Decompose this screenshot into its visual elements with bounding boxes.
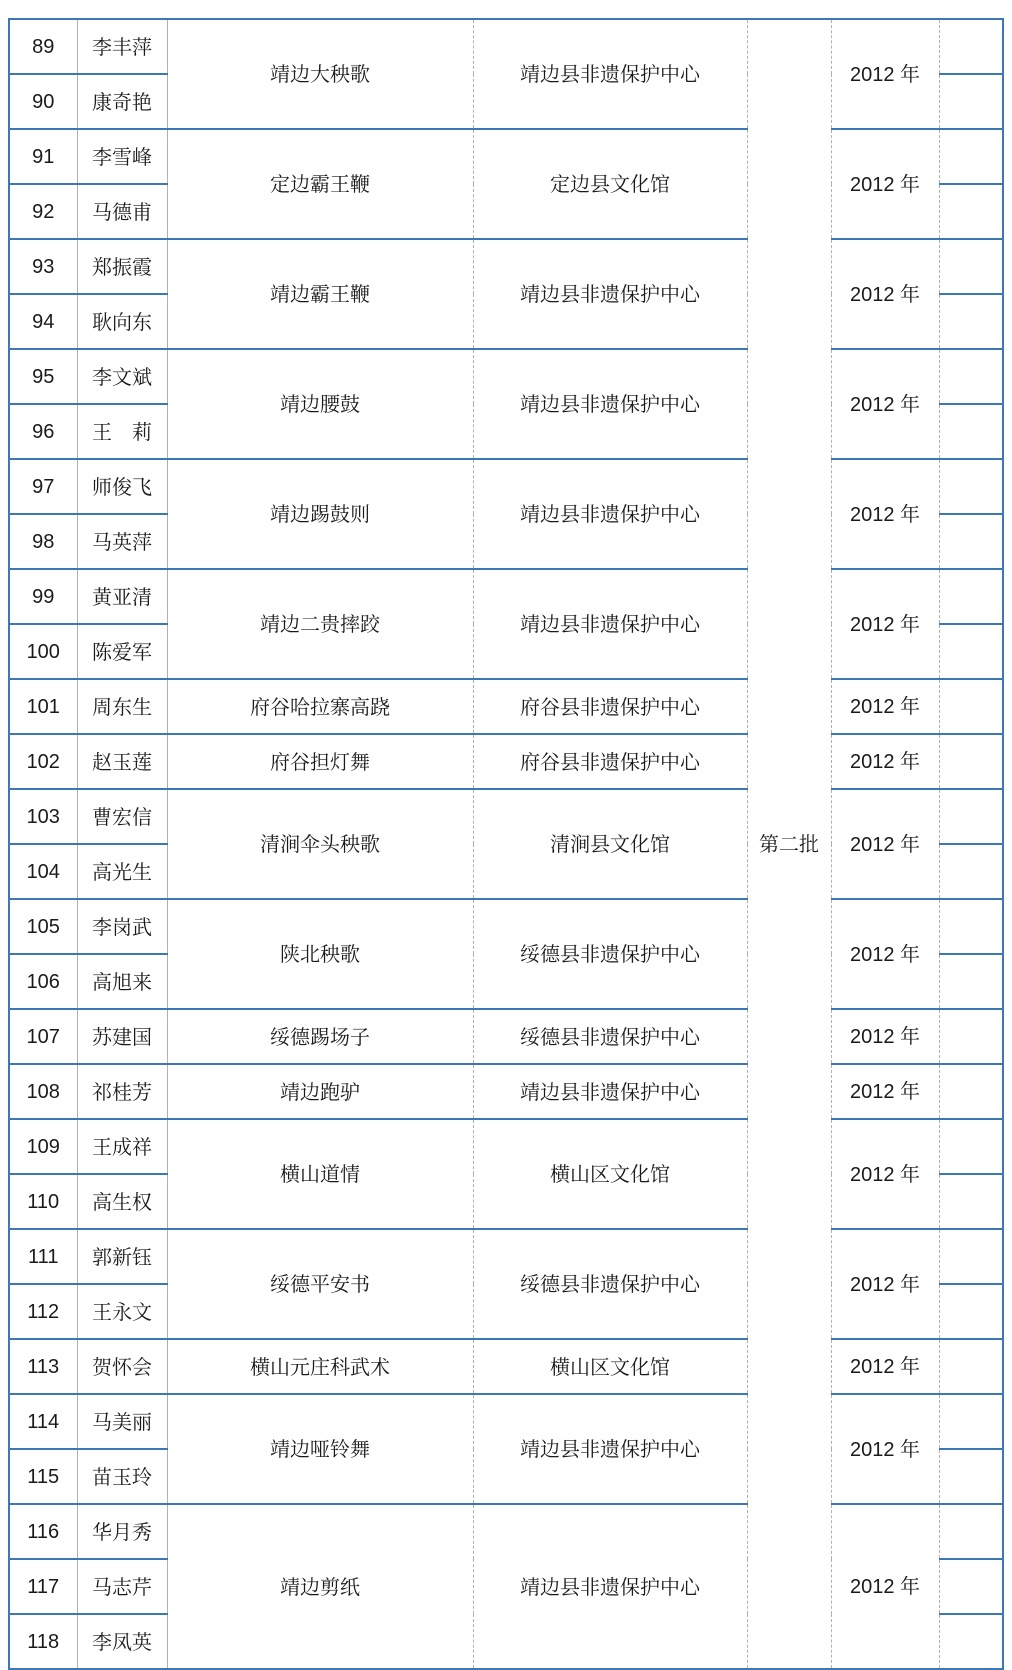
serial-number-cell: 93 bbox=[9, 239, 77, 294]
year-number: 2012 bbox=[849, 1163, 895, 1186]
year-suffix: 年 bbox=[900, 1079, 921, 1103]
serial-number-cell: 90 bbox=[9, 74, 77, 129]
year-suffix: 年 bbox=[900, 694, 921, 718]
serial-number-cell: 110 bbox=[9, 1174, 77, 1229]
protection-unit-cell: 横山区文化馆 bbox=[473, 1339, 747, 1394]
remarks-cell bbox=[939, 954, 1003, 1009]
year-suffix: 年 bbox=[900, 1354, 921, 1378]
serial-number-cell: 92 bbox=[9, 184, 77, 239]
inheritor-name-cell: 马志芹 bbox=[77, 1559, 167, 1614]
project-name-cell: 靖边剪纸 bbox=[167, 1504, 473, 1669]
inheritor-name-cell: 黄亚清 bbox=[77, 569, 167, 624]
year-number: 2012 bbox=[849, 696, 895, 718]
serial-number-cell: 99 bbox=[9, 569, 77, 624]
project-name-cell: 靖边踢鼓则 bbox=[167, 459, 473, 569]
table-row bbox=[9, 899, 1003, 954]
remarks-cell bbox=[939, 514, 1003, 569]
project-name-cell: 靖边大秧歌 bbox=[167, 19, 473, 129]
table-row bbox=[9, 734, 1003, 789]
inheritor-name-cell: 王 莉 bbox=[77, 404, 167, 459]
inheritor-name-cell: 李丰萍 bbox=[77, 19, 167, 74]
remarks-cell bbox=[939, 1284, 1003, 1339]
inheritor-name-cell: 曹宏信 bbox=[77, 789, 167, 844]
remarks-cell bbox=[939, 679, 1003, 734]
project-name-cell: 横山道情 bbox=[167, 1119, 473, 1229]
year-cell bbox=[831, 239, 939, 349]
serial-number-cell: 101 bbox=[9, 679, 77, 734]
protection-unit-cell: 定边县文化馆 bbox=[473, 129, 747, 239]
serial-number-cell: 106 bbox=[9, 954, 77, 1009]
protection-unit-cell: 靖边县非遗保护中心 bbox=[473, 1394, 747, 1504]
remarks-cell bbox=[939, 569, 1003, 624]
year-suffix: 年 bbox=[900, 1161, 921, 1186]
inheritor-table bbox=[8, 18, 1004, 1670]
serial-number-cell: 94 bbox=[9, 294, 77, 349]
inheritor-name-cell: 师俊飞 bbox=[77, 459, 167, 514]
protection-unit-cell: 府谷县非遗保护中心 bbox=[473, 679, 747, 734]
serial-number-cell: 105 bbox=[9, 899, 77, 954]
inheritor-name-cell: 周东生 bbox=[77, 679, 167, 734]
remarks-cell bbox=[939, 789, 1003, 844]
inheritor-name-cell: 康奇艳 bbox=[77, 74, 167, 129]
year-suffix: 年 bbox=[900, 611, 921, 636]
remarks-cell bbox=[939, 459, 1003, 514]
protection-unit-cell: 靖边县非遗保护中心 bbox=[473, 19, 747, 129]
remarks-cell bbox=[939, 349, 1003, 404]
serial-number-cell: 100 bbox=[9, 624, 77, 679]
serial-number-cell: 89 bbox=[9, 19, 77, 74]
protection-unit-cell: 靖边县非遗保护中心 bbox=[473, 1504, 747, 1669]
year-number: 2012 bbox=[849, 173, 895, 196]
serial-number-cell: 118 bbox=[9, 1614, 77, 1669]
inheritor-name-cell: 王永文 bbox=[77, 1284, 167, 1339]
table-row bbox=[9, 19, 1003, 74]
year-cell bbox=[831, 19, 939, 129]
remarks-cell bbox=[939, 1009, 1003, 1064]
table-row bbox=[9, 129, 1003, 184]
year-cell bbox=[831, 569, 939, 679]
project-name-cell: 绥德踢场子 bbox=[167, 1009, 473, 1064]
serial-number-cell: 115 bbox=[9, 1449, 77, 1504]
project-name-cell: 靖边腰鼓 bbox=[167, 349, 473, 459]
remarks-cell bbox=[939, 1614, 1003, 1669]
year-suffix: 年 bbox=[900, 501, 921, 526]
year-number: 2012 bbox=[849, 1026, 895, 1048]
inheritor-name-cell: 华月秀 bbox=[77, 1504, 167, 1559]
project-name-cell: 绥德平安书 bbox=[167, 1229, 473, 1339]
inheritor-name-cell: 苏建国 bbox=[77, 1009, 167, 1064]
year-number: 2012 bbox=[849, 943, 895, 966]
inheritor-name-cell: 高生权 bbox=[77, 1174, 167, 1229]
serial-number-cell: 98 bbox=[9, 514, 77, 569]
table-row bbox=[9, 1119, 1003, 1174]
inheritor-name-cell: 王成祥 bbox=[77, 1119, 167, 1174]
inheritor-table-container bbox=[8, 18, 1002, 1654]
serial-number-cell: 107 bbox=[9, 1009, 77, 1064]
batch-cell: 第二批 bbox=[747, 19, 831, 1669]
year-suffix: 年 bbox=[900, 941, 921, 966]
protection-unit-cell: 绥德县非遗保护中心 bbox=[473, 1009, 747, 1064]
protection-unit-cell: 横山区文化馆 bbox=[473, 1119, 747, 1229]
table-body bbox=[9, 19, 1003, 1669]
inheritor-name-cell: 陈爱军 bbox=[77, 624, 167, 679]
remarks-cell bbox=[939, 1559, 1003, 1614]
serial-number-cell: 104 bbox=[9, 844, 77, 899]
inheritor-name-cell: 马德甫 bbox=[77, 184, 167, 239]
serial-number-cell: 112 bbox=[9, 1284, 77, 1339]
inheritor-name-cell: 李凤英 bbox=[77, 1614, 167, 1669]
year-suffix: 年 bbox=[900, 171, 921, 196]
protection-unit-cell: 清涧县文化馆 bbox=[473, 789, 747, 899]
inheritor-name-cell: 赵玉莲 bbox=[77, 734, 167, 789]
year-number: 2012 bbox=[849, 751, 895, 773]
year-cell bbox=[831, 1394, 939, 1504]
inheritor-name-cell: 郭新钰 bbox=[77, 1229, 167, 1284]
project-name-cell: 府谷担灯舞 bbox=[167, 734, 473, 789]
inheritor-name-cell: 高光生 bbox=[77, 844, 167, 899]
year-number: 2012 bbox=[849, 613, 895, 636]
year-number: 2012 bbox=[849, 1438, 895, 1461]
table-row bbox=[9, 569, 1003, 624]
year-number: 2012 bbox=[849, 503, 895, 526]
inheritor-name-cell: 马英萍 bbox=[77, 514, 167, 569]
year-suffix: 年 bbox=[900, 281, 921, 306]
serial-number-cell: 91 bbox=[9, 129, 77, 184]
project-name-cell: 清涧伞头秧歌 bbox=[167, 789, 473, 899]
serial-number-cell: 114 bbox=[9, 1394, 77, 1449]
year-suffix: 年 bbox=[900, 391, 921, 416]
remarks-cell bbox=[939, 1064, 1003, 1119]
year-suffix: 年 bbox=[900, 1024, 921, 1048]
remarks-cell bbox=[939, 74, 1003, 129]
remarks-cell bbox=[939, 899, 1003, 954]
inheritor-name-cell: 李岗武 bbox=[77, 899, 167, 954]
remarks-cell bbox=[939, 1504, 1003, 1559]
table-row bbox=[9, 1229, 1003, 1284]
remarks-cell bbox=[939, 1449, 1003, 1504]
inheritor-name-cell: 李文斌 bbox=[77, 349, 167, 404]
serial-number-cell: 108 bbox=[9, 1064, 77, 1119]
remarks-cell bbox=[939, 19, 1003, 74]
serial-number-cell: 102 bbox=[9, 734, 77, 789]
inheritor-name-cell: 郑振霞 bbox=[77, 239, 167, 294]
year-cell bbox=[831, 734, 939, 789]
year-cell bbox=[831, 1064, 939, 1119]
project-name-cell: 陕北秧歌 bbox=[167, 899, 473, 1009]
protection-unit-cell: 靖边县非遗保护中心 bbox=[473, 349, 747, 459]
remarks-cell bbox=[939, 239, 1003, 294]
protection-unit-cell: 靖边县非遗保护中心 bbox=[473, 1064, 747, 1119]
inheritor-name-cell: 苗玉玲 bbox=[77, 1449, 167, 1504]
year-number: 2012 bbox=[849, 63, 895, 86]
year-cell bbox=[831, 899, 939, 1009]
inheritor-name-cell: 高旭来 bbox=[77, 954, 167, 1009]
serial-number-cell: 95 bbox=[9, 349, 77, 404]
table-row bbox=[9, 1339, 1003, 1394]
protection-unit-cell: 靖边县非遗保护中心 bbox=[473, 569, 747, 679]
year-suffix: 年 bbox=[900, 61, 921, 86]
remarks-cell bbox=[939, 129, 1003, 184]
year-number: 2012 bbox=[849, 833, 895, 856]
year-number: 2012 bbox=[849, 1356, 895, 1378]
year-number: 2012 bbox=[849, 1273, 895, 1296]
project-name-cell: 靖边二贵摔跤 bbox=[167, 569, 473, 679]
protection-unit-cell: 府谷县非遗保护中心 bbox=[473, 734, 747, 789]
protection-unit-cell: 绥德县非遗保护中心 bbox=[473, 899, 747, 1009]
protection-unit-cell: 靖边县非遗保护中心 bbox=[473, 459, 747, 569]
table-row bbox=[9, 239, 1003, 294]
project-name-cell: 靖边霸王鞭 bbox=[167, 239, 473, 349]
serial-number-cell: 113 bbox=[9, 1339, 77, 1394]
serial-number-cell: 96 bbox=[9, 404, 77, 459]
serial-number-cell: 109 bbox=[9, 1119, 77, 1174]
table-row bbox=[9, 789, 1003, 844]
table-row bbox=[9, 1064, 1003, 1119]
serial-number-cell: 116 bbox=[9, 1504, 77, 1559]
remarks-cell bbox=[939, 624, 1003, 679]
year-cell bbox=[831, 1119, 939, 1229]
remarks-cell bbox=[939, 844, 1003, 899]
project-name-cell: 靖边跑驴 bbox=[167, 1064, 473, 1119]
serial-number-cell: 103 bbox=[9, 789, 77, 844]
year-suffix: 年 bbox=[900, 1271, 921, 1296]
serial-number-cell: 117 bbox=[9, 1559, 77, 1614]
inheritor-name-cell: 马美丽 bbox=[77, 1394, 167, 1449]
year-suffix: 年 bbox=[900, 749, 921, 773]
year-cell bbox=[831, 1504, 939, 1669]
table-row bbox=[9, 1504, 1003, 1559]
remarks-cell bbox=[939, 1174, 1003, 1229]
remarks-cell bbox=[939, 734, 1003, 789]
table-row bbox=[9, 679, 1003, 734]
serial-number-cell: 111 bbox=[9, 1229, 77, 1284]
year-cell bbox=[831, 1339, 939, 1394]
inheritor-name-cell: 李雪峰 bbox=[77, 129, 167, 184]
year-suffix: 年 bbox=[900, 831, 921, 856]
remarks-cell bbox=[939, 1339, 1003, 1394]
project-name-cell: 横山元庄科武术 bbox=[167, 1339, 473, 1394]
remarks-cell bbox=[939, 1229, 1003, 1284]
remarks-cell bbox=[939, 1394, 1003, 1449]
year-cell bbox=[831, 789, 939, 899]
year-number: 2012 bbox=[849, 1081, 895, 1103]
year-cell bbox=[831, 129, 939, 239]
protection-unit-cell: 靖边县非遗保护中心 bbox=[473, 239, 747, 349]
remarks-cell bbox=[939, 184, 1003, 239]
year-number: 2012 bbox=[849, 283, 895, 306]
project-name-cell: 府谷哈拉寨高跷 bbox=[167, 679, 473, 734]
year-number: 2012 bbox=[849, 1576, 895, 1598]
year-cell bbox=[831, 1009, 939, 1064]
protection-unit-cell: 绥德县非遗保护中心 bbox=[473, 1229, 747, 1339]
table-row bbox=[9, 349, 1003, 404]
project-name-cell: 定边霸王鞭 bbox=[167, 129, 473, 239]
table-row bbox=[9, 1394, 1003, 1449]
table-row bbox=[9, 459, 1003, 514]
year-cell bbox=[831, 349, 939, 459]
serial-number-cell: 97 bbox=[9, 459, 77, 514]
project-name-cell: 靖边哑铃舞 bbox=[167, 1394, 473, 1504]
year-suffix: 年 bbox=[900, 1436, 921, 1461]
inheritor-name-cell: 祁桂芳 bbox=[77, 1064, 167, 1119]
remarks-cell bbox=[939, 294, 1003, 349]
year-cell bbox=[831, 679, 939, 734]
year-cell bbox=[831, 459, 939, 569]
year-number: 2012 bbox=[849, 393, 895, 416]
remarks-cell bbox=[939, 404, 1003, 459]
table-row bbox=[9, 1009, 1003, 1064]
inheritor-name-cell: 贺怀会 bbox=[77, 1339, 167, 1394]
inheritor-name-cell: 耿向东 bbox=[77, 294, 167, 349]
year-cell bbox=[831, 1229, 939, 1339]
remarks-cell bbox=[939, 1119, 1003, 1174]
year-suffix: 年 bbox=[900, 1574, 921, 1598]
